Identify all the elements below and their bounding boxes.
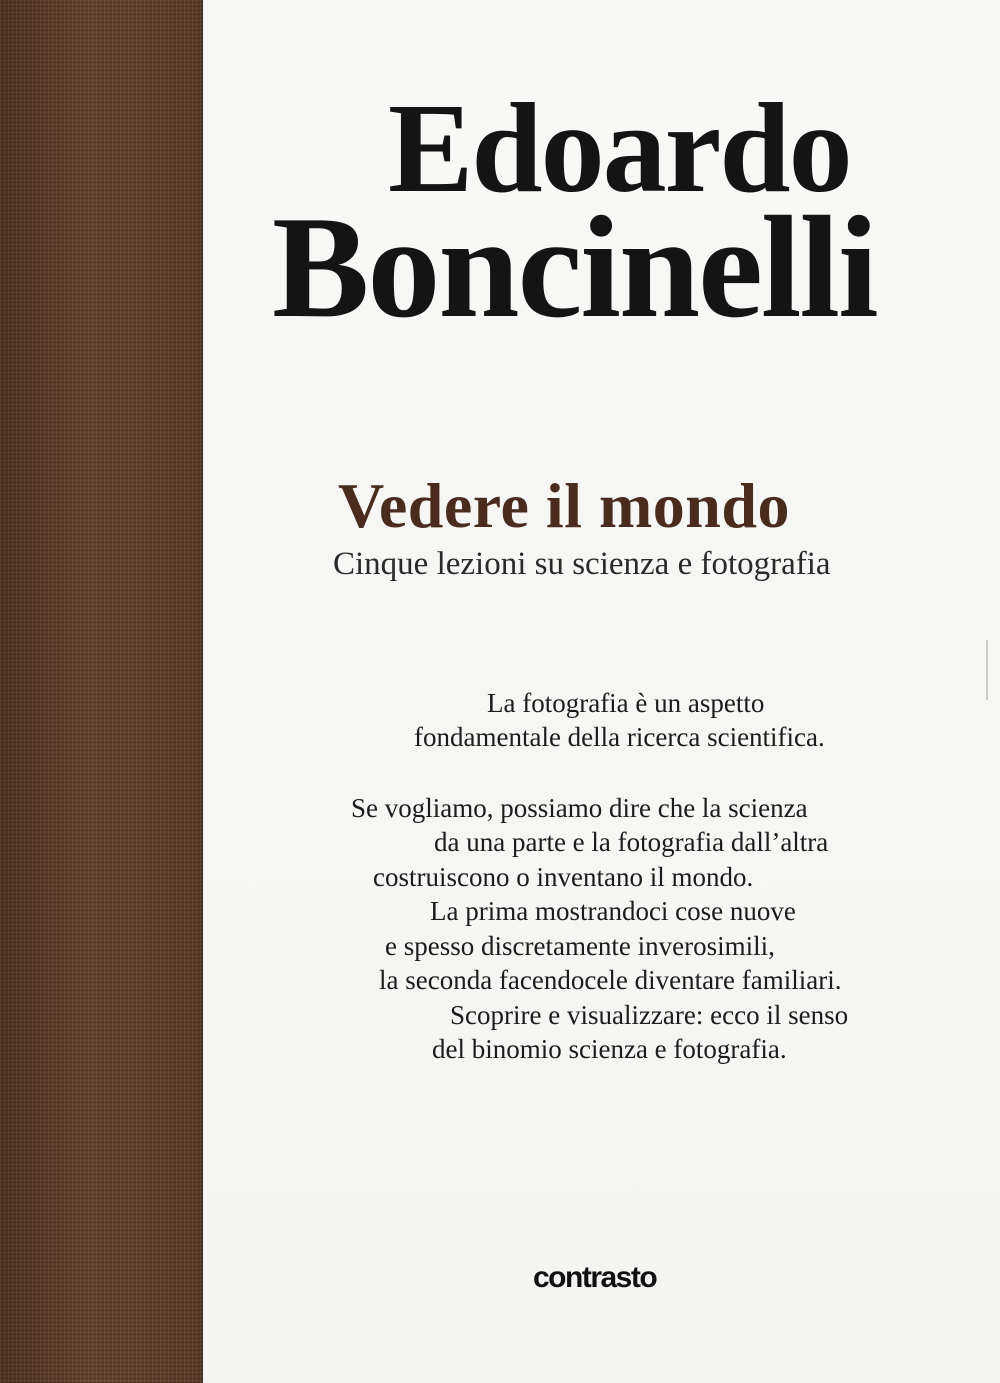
blurb-line: La prima mostrandoci cose nuove: [430, 896, 796, 926]
author-last-name: Boncinelli: [272, 186, 877, 348]
blurb-line: costruiscono o inventano il mondo.: [373, 862, 754, 892]
blurb-line: fondamentale della ricerca scientifica.: [414, 722, 825, 752]
cover-scratch-mark: [986, 640, 988, 700]
blurb-line: Se vogliamo, possiamo dire che la scienza: [351, 793, 808, 823]
book-subtitle: Cinque lezioni su scienza e fotografia: [333, 546, 831, 582]
blurb-line: La fotografia è un aspetto: [487, 688, 765, 718]
blurb-line: del binomio scienza e fotografia.: [432, 1034, 787, 1064]
book-title: Vedere il mondo: [338, 470, 790, 541]
author-first-name: Edoardo: [388, 77, 851, 219]
cloth-spine: [0, 0, 203, 1383]
blurb-line: la seconda facendocele diventare familiari.: [379, 965, 842, 995]
publisher-logo: contrasto: [533, 1261, 657, 1294]
blurb-line: da una parte e la fotografia dall’altra: [434, 827, 829, 857]
blurb-line: Scoprire e visualizzare: ecco il senso: [450, 1000, 849, 1030]
blurb-line: e spesso discretamente inverosimili,: [385, 931, 775, 961]
